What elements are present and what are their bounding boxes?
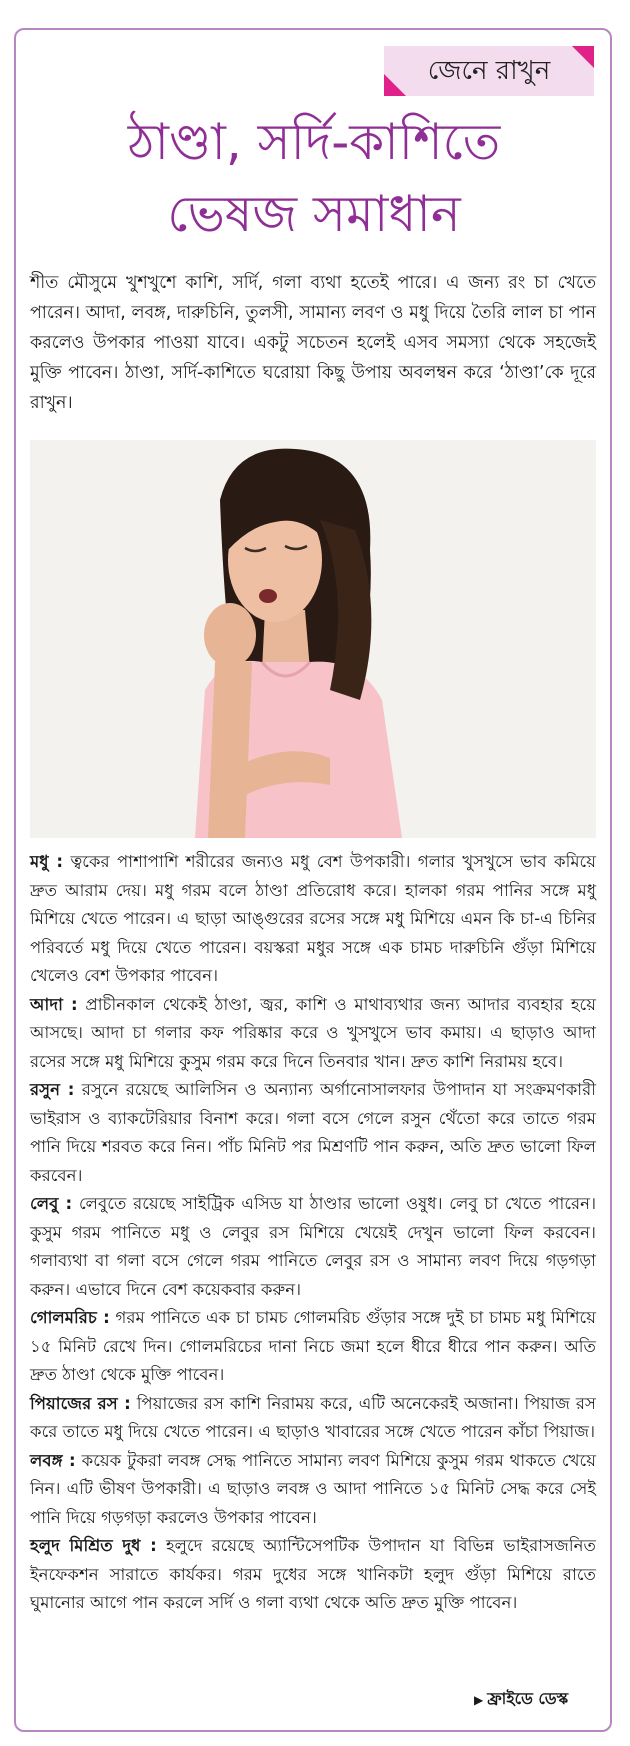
section-lemon <box>30 1190 596 1304</box>
section-black-pepper <box>30 1304 596 1390</box>
section-garlic <box>30 1076 596 1190</box>
section-title: আদা : <box>30 994 78 1014</box>
section-text: হলুদে রয়েছে অ্যান্টিসেপটিক উপাদান যা বিভিন্ন ভাইরাসজনিত ইনফেকশন সারাতে কার্যকর। গরম দুধের সঙ্গে খানিকটা হলুদ গুঁড়া মিশিয়ে রাতে ঘুমানোর আগে পান করলে সর্দি ও গলা ব্যথা থেকে অতি দ্রুত মুক্তি পাবেন। <box>30 1536 596 1612</box>
section-clove <box>30 1447 596 1533</box>
section-text: পিয়াজের রস কাশি নিরাময় করে, এটি অনেকেরই অজানা। পিয়াজ রস করে তাতে মধু দিয়ে খেতে পারেন। এ ছাড়াও খাবারের সঙ্গে খেতে পারেন কাঁচা পিয়াজ। <box>30 1393 596 1441</box>
headline-line-2: ভেষজ সমাধান <box>167 185 461 243</box>
section-title: লবঙ্গ : <box>30 1450 76 1470</box>
section-text: লেবুতে রয়েছে সাইট্রিক এসিড যা ঠাণ্ডার ভালো ওষুধ। লেবু চা খেতে পারেন। কুসুম গরম পানিতে মধু ও লেবুর রস মিশিয়ে খেয়েই দেখুন ভালো ফিল করবেন। গলাব্যথা বা গলা বসে গেলে গরম পানিতে লেবুর রস ও সামান্য লবণ দিয়ে গড়গড়া করুন। এভাবে দিনে বেশ কয়েকবার করুন। <box>30 1194 596 1299</box>
section-honey <box>30 848 596 991</box>
section-turmeric-milk <box>30 1532 596 1618</box>
section-text: ত্বকের পাশাপাশি শরীরের জন্যও মধু বেশ উপকারী। গলার খুসখুসে ভাব কমিয়ে দ্রুত আরাম দেয়। মধু গরম বলে ঠাণ্ডা প্রতিরোধ করে। হালকা গরম পানির সঙ্গে মধু মিশিয়ে খেতে পারেন। এ ছাড়া আঙ্গুরের রসের সঙ্গে মধু মিশিয়ে এমন কি চা-এ চিনির পরিবর্তে মধু দিয়ে খেতে পারেন। বয়স্করা মধুর সঙ্গে এক চামচ দারুচিনি গুঁড়া মিশিয়ে খেলেও বেশ উপকার পাবেন। <box>30 852 596 985</box>
section-title: মধু : <box>30 852 64 871</box>
article-photo <box>30 440 596 838</box>
coughing-woman-illustration <box>30 440 596 838</box>
headline-line-1: ঠাণ্ডা, সর্দি-কাশিতে <box>127 113 501 171</box>
section-title: গোলমরিচ : <box>30 1308 110 1327</box>
section-title: হলুদ মিশ্রিত দুধ : <box>30 1536 157 1555</box>
section-title: লেবু : <box>30 1194 73 1213</box>
section-tag-label: জেনে রাখুন <box>427 56 551 86</box>
section-onion-juice <box>30 1390 596 1447</box>
triangle-right-icon: ▶ <box>474 1693 484 1707</box>
section-ginger <box>30 991 596 1077</box>
section-text: রসুনে রয়েছে আলিসিন ও অন্যান্য অর্গানোসালফার উপাদান যা সংক্রমণকারী ভাইরাস ও ব্যাকটেরিয়ার বিনাশ করে। গলা বসে গেলে রসুন থেঁতো করে তাতে গরম পানি দিয়ে শরবত করে নিন। পাঁচ মিনিট পর মিশ্রণটি পান করুন, অতি দ্রুত ভালো ফিল করবেন। <box>30 1080 596 1185</box>
section-text: গরম পানিতে এক চা চামচ গোলমরিচ গুঁড়ার সঙ্গে দুই চা চামচ মধু মিশিয়ে ১৫ মিনিট রেখে দিন। গোলমরিচের দানা নিচে জমা হলে ধীরে ধীরে পান করুন। অতি দ্রুত ঠাণ্ডা থেকে মুক্তি পাবেন। <box>30 1308 596 1384</box>
section-text: প্রাচীনকাল থেকেই ঠাণ্ডা, জ্বর, কাশি ও মাথাব্যথার জন্য আদার ব্যবহার হয়ে আসছে। আদা চা গলার কফ পরিষ্কার করে ও খুসখুসে ভাব কমায়। এ ছাড়াও আদা রসের সঙ্গে মধু মিশিয়ে কুসুম গরম করে দিনে তিনবার খান। দ্রুত কাশি নিরাময় হবে। <box>30 994 597 1071</box>
section-title: রসুন : <box>30 1080 75 1099</box>
section-title: পিয়াজের রস : <box>30 1393 131 1413</box>
section-text: কয়েক টুকরা লবঙ্গ সেদ্ধ পানিতে সামান্য লবণ মিশিয়ে কুসুম গরম থাকতে খেয়ে নিন। এটি ভীষণ উপকারী। এ ছাড়াও লবঙ্গ ও আদা পানিতে ১৫ মিনিট সেদ্ধ করে সেই পানি দিয়ে গড়গড়া করলেও উপকার পাবেন। <box>30 1450 596 1527</box>
article-body <box>30 848 596 1618</box>
author-credit <box>474 1686 568 1713</box>
intro-paragraph: শীত মৌসুমে খুশখুশে কাশি, সর্দি, গলা ব্যথা হতেই পারে। এ জন্য রং চা খেতে পারেন। আদা, লবঙ্গ, দারুচিনি, তুলসী, সামান্য লবণ ও মধু দিয়ে তৈরি লাল চা পান করলেও উপকার পাওয়া যাবে। একটু সচেতন হলেই এসব সমস্যা থেকে সহজেই মুক্তি পাবেন। ঠাণ্ডা, সর্দি-কাশিতে ঘরোয়া কিছু উপায় অবলম্বন করে ‘ঠাণ্ডা’কে দূরে রাখুন। <box>30 273 596 413</box>
author-credit-label: ফ্রাইডে ডেস্ক <box>487 1689 569 1708</box>
